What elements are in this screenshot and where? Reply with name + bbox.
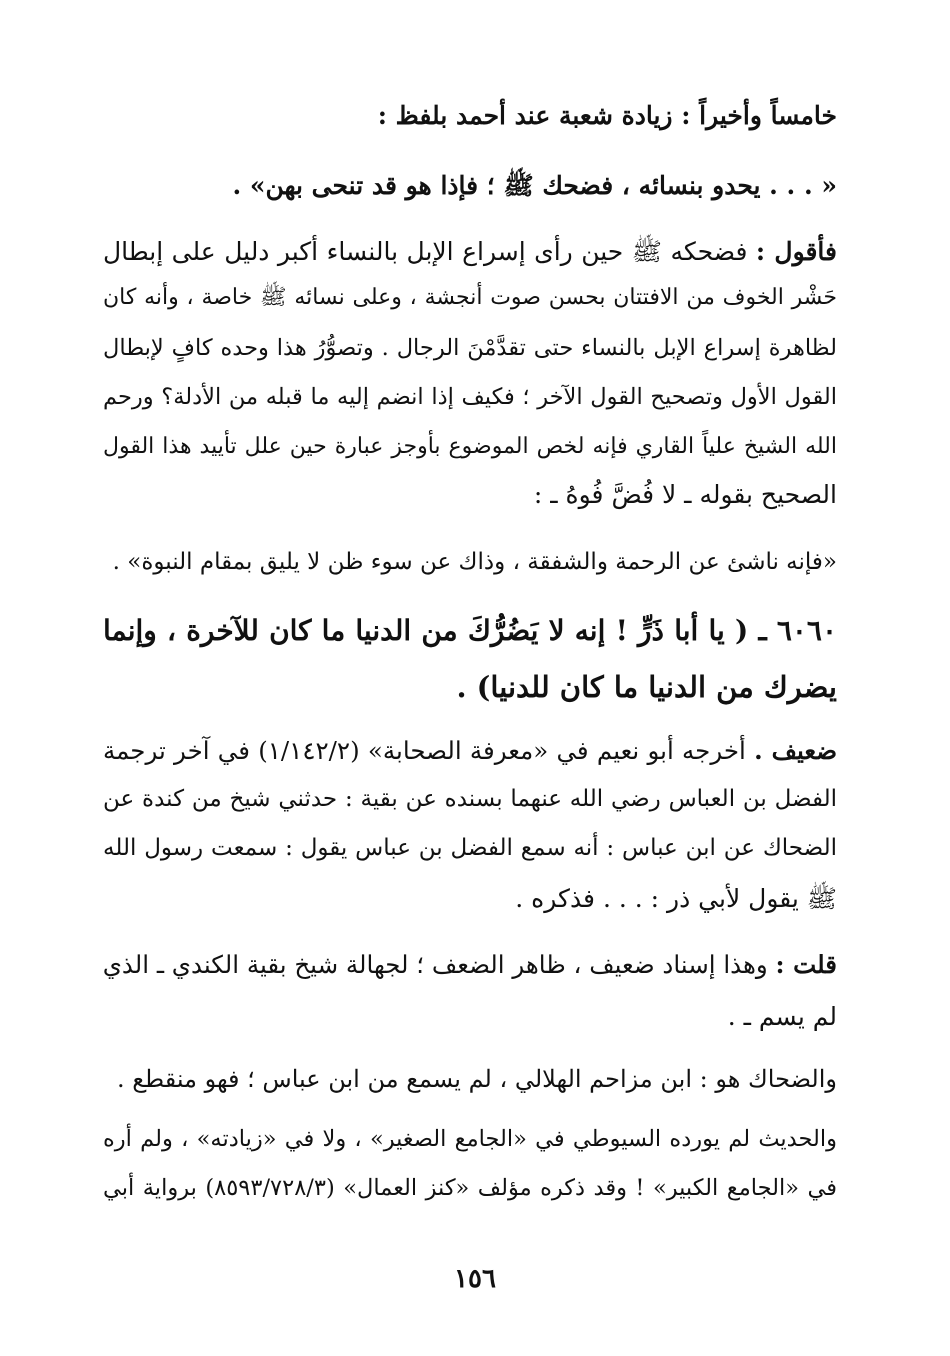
text-line-7: الله الشيخ علياً القاري فإنه لخص الموضوع بأوجز عبارة حين علل تأييد هذا القول xyxy=(103,434,837,459)
text-line-1 xyxy=(378,102,837,131)
hadith-heading-line-1: ٦٠٦٠ ـ ( يا أبا ذَرٍّ ! إنه لا يَضُرُّكَ من الدنيا ما كان للآخرة ، وإنما xyxy=(103,614,837,647)
text-line-15: ﷺ يقول لأبي ذر : . . . فذكره . xyxy=(515,884,837,913)
line-12-label: ضعيف . xyxy=(754,736,837,765)
text-line-17: لم يسم ـ . xyxy=(727,1002,837,1031)
line-16-label: قلت : xyxy=(775,950,837,979)
text-line-20: في «الجامع الكبير» ! وقد ذكره مؤلف «كنز العمال» (٨٥٩٣/٧٢٨/٣) برواية أبي xyxy=(103,1175,837,1201)
line-1-label: خامساً وأخيراً : xyxy=(681,101,837,130)
text-line-18: والضحاك هو : ابن مزاحم الهلالي ، لم يسمع من ابن عباس ؛ فهو منقطع . xyxy=(117,1065,837,1093)
quote-line-1: « . . . يحدو بنسائه ، فضحك ﷺ ؛ فإذا هو قد تنحى بهن» . xyxy=(232,171,837,200)
text-line-13: الفضل بن العباس رضي الله عنهما بسنده عن بقية : حدثني شيخ من كندة عن xyxy=(103,786,837,812)
line-3-label: فأقول : xyxy=(755,237,837,266)
line-3-text: فضحكه ﷺ حين رأى إسراع الإبل بالنساء أكبر دليل على إبطال xyxy=(103,237,756,266)
line-1-text: زيادة شعبة عند أحمد بلفظ : xyxy=(377,101,682,130)
text-line-16 xyxy=(103,951,837,979)
text-line-12 xyxy=(103,737,837,765)
text-line-6: القول الأول وتصحيح القول الآخر ؛ فكيف إذا انضم إليه ما قبله من الأدلة؟ ورحم xyxy=(103,384,837,410)
quote-line-2: «فإنه ناشئ عن الرحمة والشفقة ، وذاك عن سوء ظن لا يليق بمقام النبوة» . xyxy=(112,549,837,575)
text-line-14: الضحاك عن ابن عباس : أنه سمع الفضل بن عباس يقول : سمعت رسول الله xyxy=(103,835,837,861)
text-line-8: الصحيح بقوله ـ لا فُضَّ فُوهُ ـ : xyxy=(533,480,837,509)
hadith-heading-line-2: يضرك من الدنيا ما كان للدنيا) . xyxy=(456,670,837,704)
line-16-text: وهذا إسناد ضعيف ، ظاهر الضعف ؛ لجهالة شيخ بقية الكندي ـ الذي xyxy=(102,950,776,979)
line-12-text: أخرجه أبو نعيم في «معرفة الصحابة» (١/١٤٢/٢) في آخر ترجمة xyxy=(103,736,755,765)
page-number: ١٥٦ xyxy=(454,1264,496,1294)
text-line-5: لظاهرة إسراع الإبل بالنساء حتى تقدَّمْنَ الرجال . وتصوُّرُ هذا وحده كافٍ لإبطال xyxy=(103,335,837,361)
text-line-19: والحديث لم يورده السيوطي في «الجامع الصغير» ، ولا في «زيادته» ، ولم أره xyxy=(103,1126,837,1152)
text-line-4: حَشْر الخوف من الافتتان بحسن صوت أنجشة ، وعلى نسائه ﷺ خاصة ، وأنه كان xyxy=(103,285,837,310)
text-line-3 xyxy=(103,238,837,267)
